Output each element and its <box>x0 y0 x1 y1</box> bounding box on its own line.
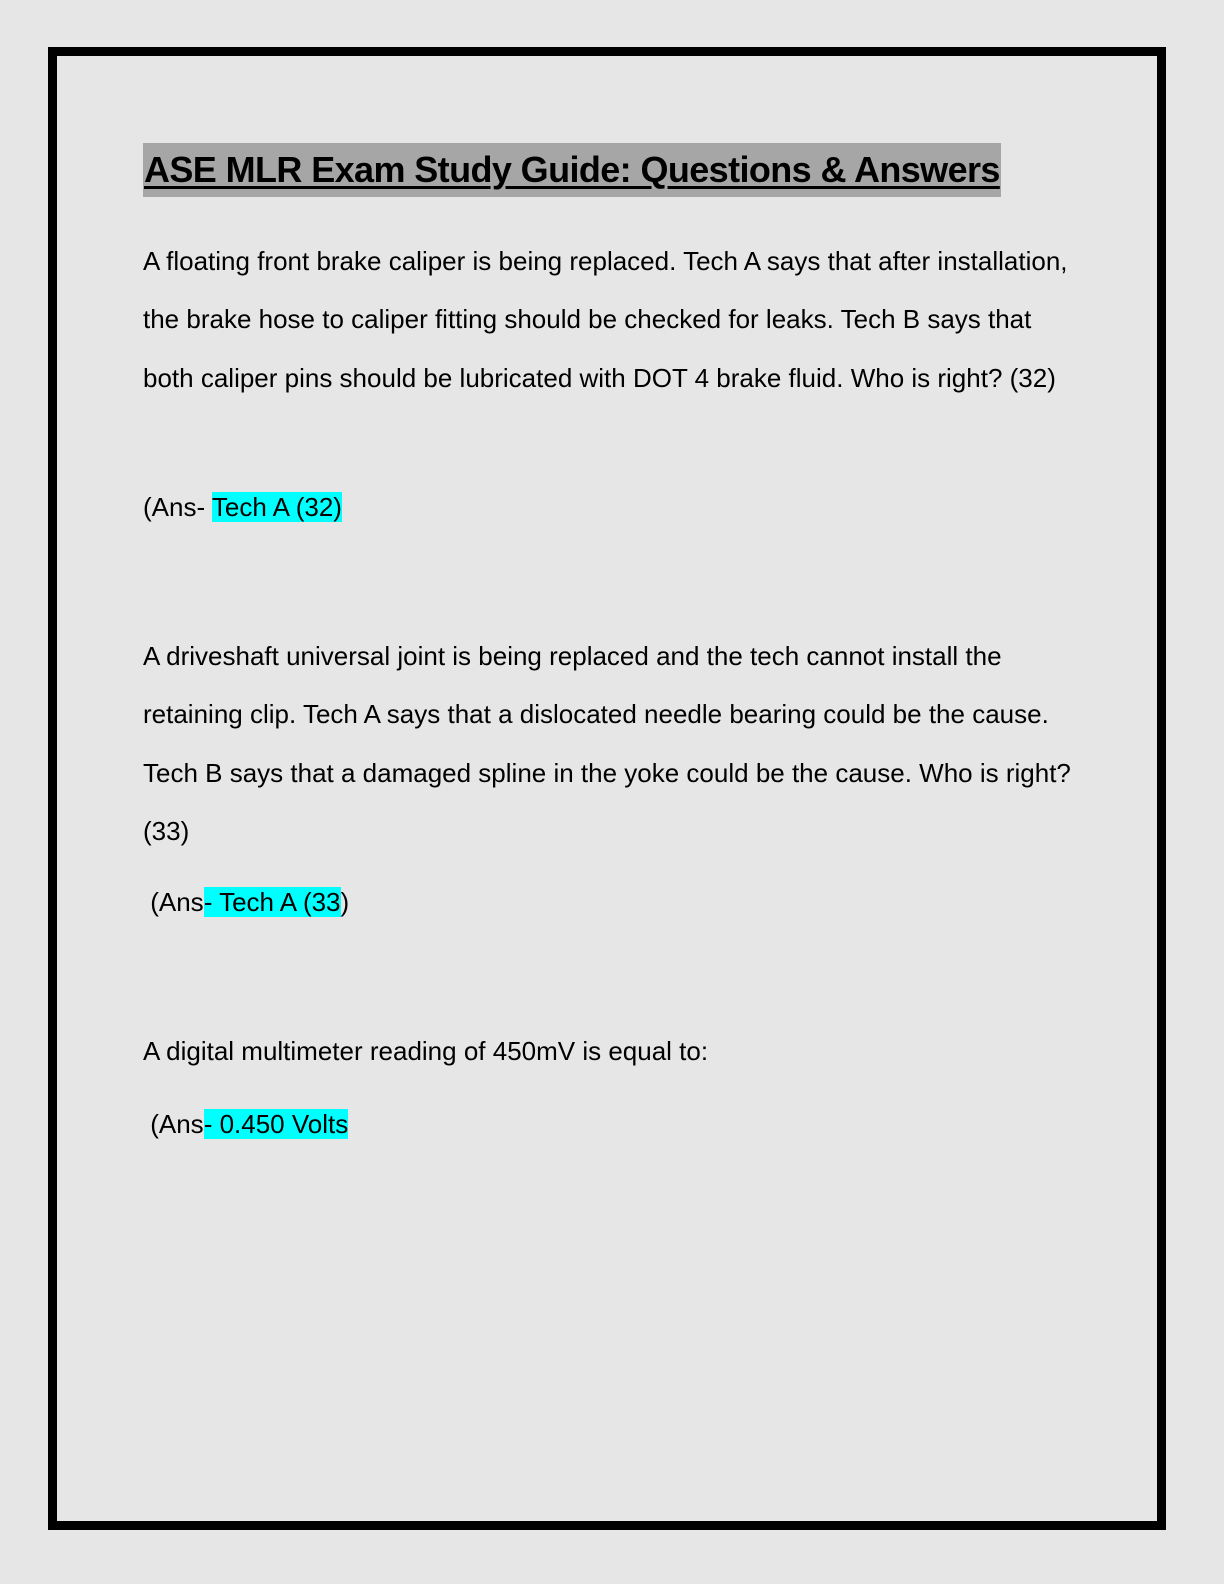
answer-2 <box>143 883 349 921</box>
answer-1-highlight: Tech A (32) <box>211 492 342 522</box>
answer-2-suffix: ) <box>340 887 350 917</box>
answer-3-highlight: - 0.450 Volts <box>203 1109 349 1139</box>
question-3: A digital multimeter reading of 450mV is equal to: <box>143 1036 709 1066</box>
answer-2-prefix: (Ans <box>143 887 204 917</box>
question-2: A driveshaft universal joint is being replaced and the tech cannot install the retaining clip. Tech A says that a dislocated needle bearing could be the cause. Tech B says that a damaged spline in the yoke could be the cause. Who is right? (33) <box>143 641 1071 846</box>
answer-2-highlight: - Tech A (33 <box>203 887 341 917</box>
page-title: ASE MLR Exam Study Guide: Questions & Answers <box>143 143 1001 197</box>
answer-3 <box>143 1105 348 1143</box>
answer-3-prefix: (Ans <box>143 1109 204 1139</box>
answer-1-prefix: (Ans- <box>143 492 212 522</box>
answer-1 <box>143 488 342 526</box>
question-1: A floating front brake caliper is being replaced. Tech A says that after installation, the brake hose to caliper fitting should be checked for leaks. Tech B says that both caliper pins should be lubricated with DOT 4 brake fluid. Who is right? (32) <box>143 246 1068 393</box>
